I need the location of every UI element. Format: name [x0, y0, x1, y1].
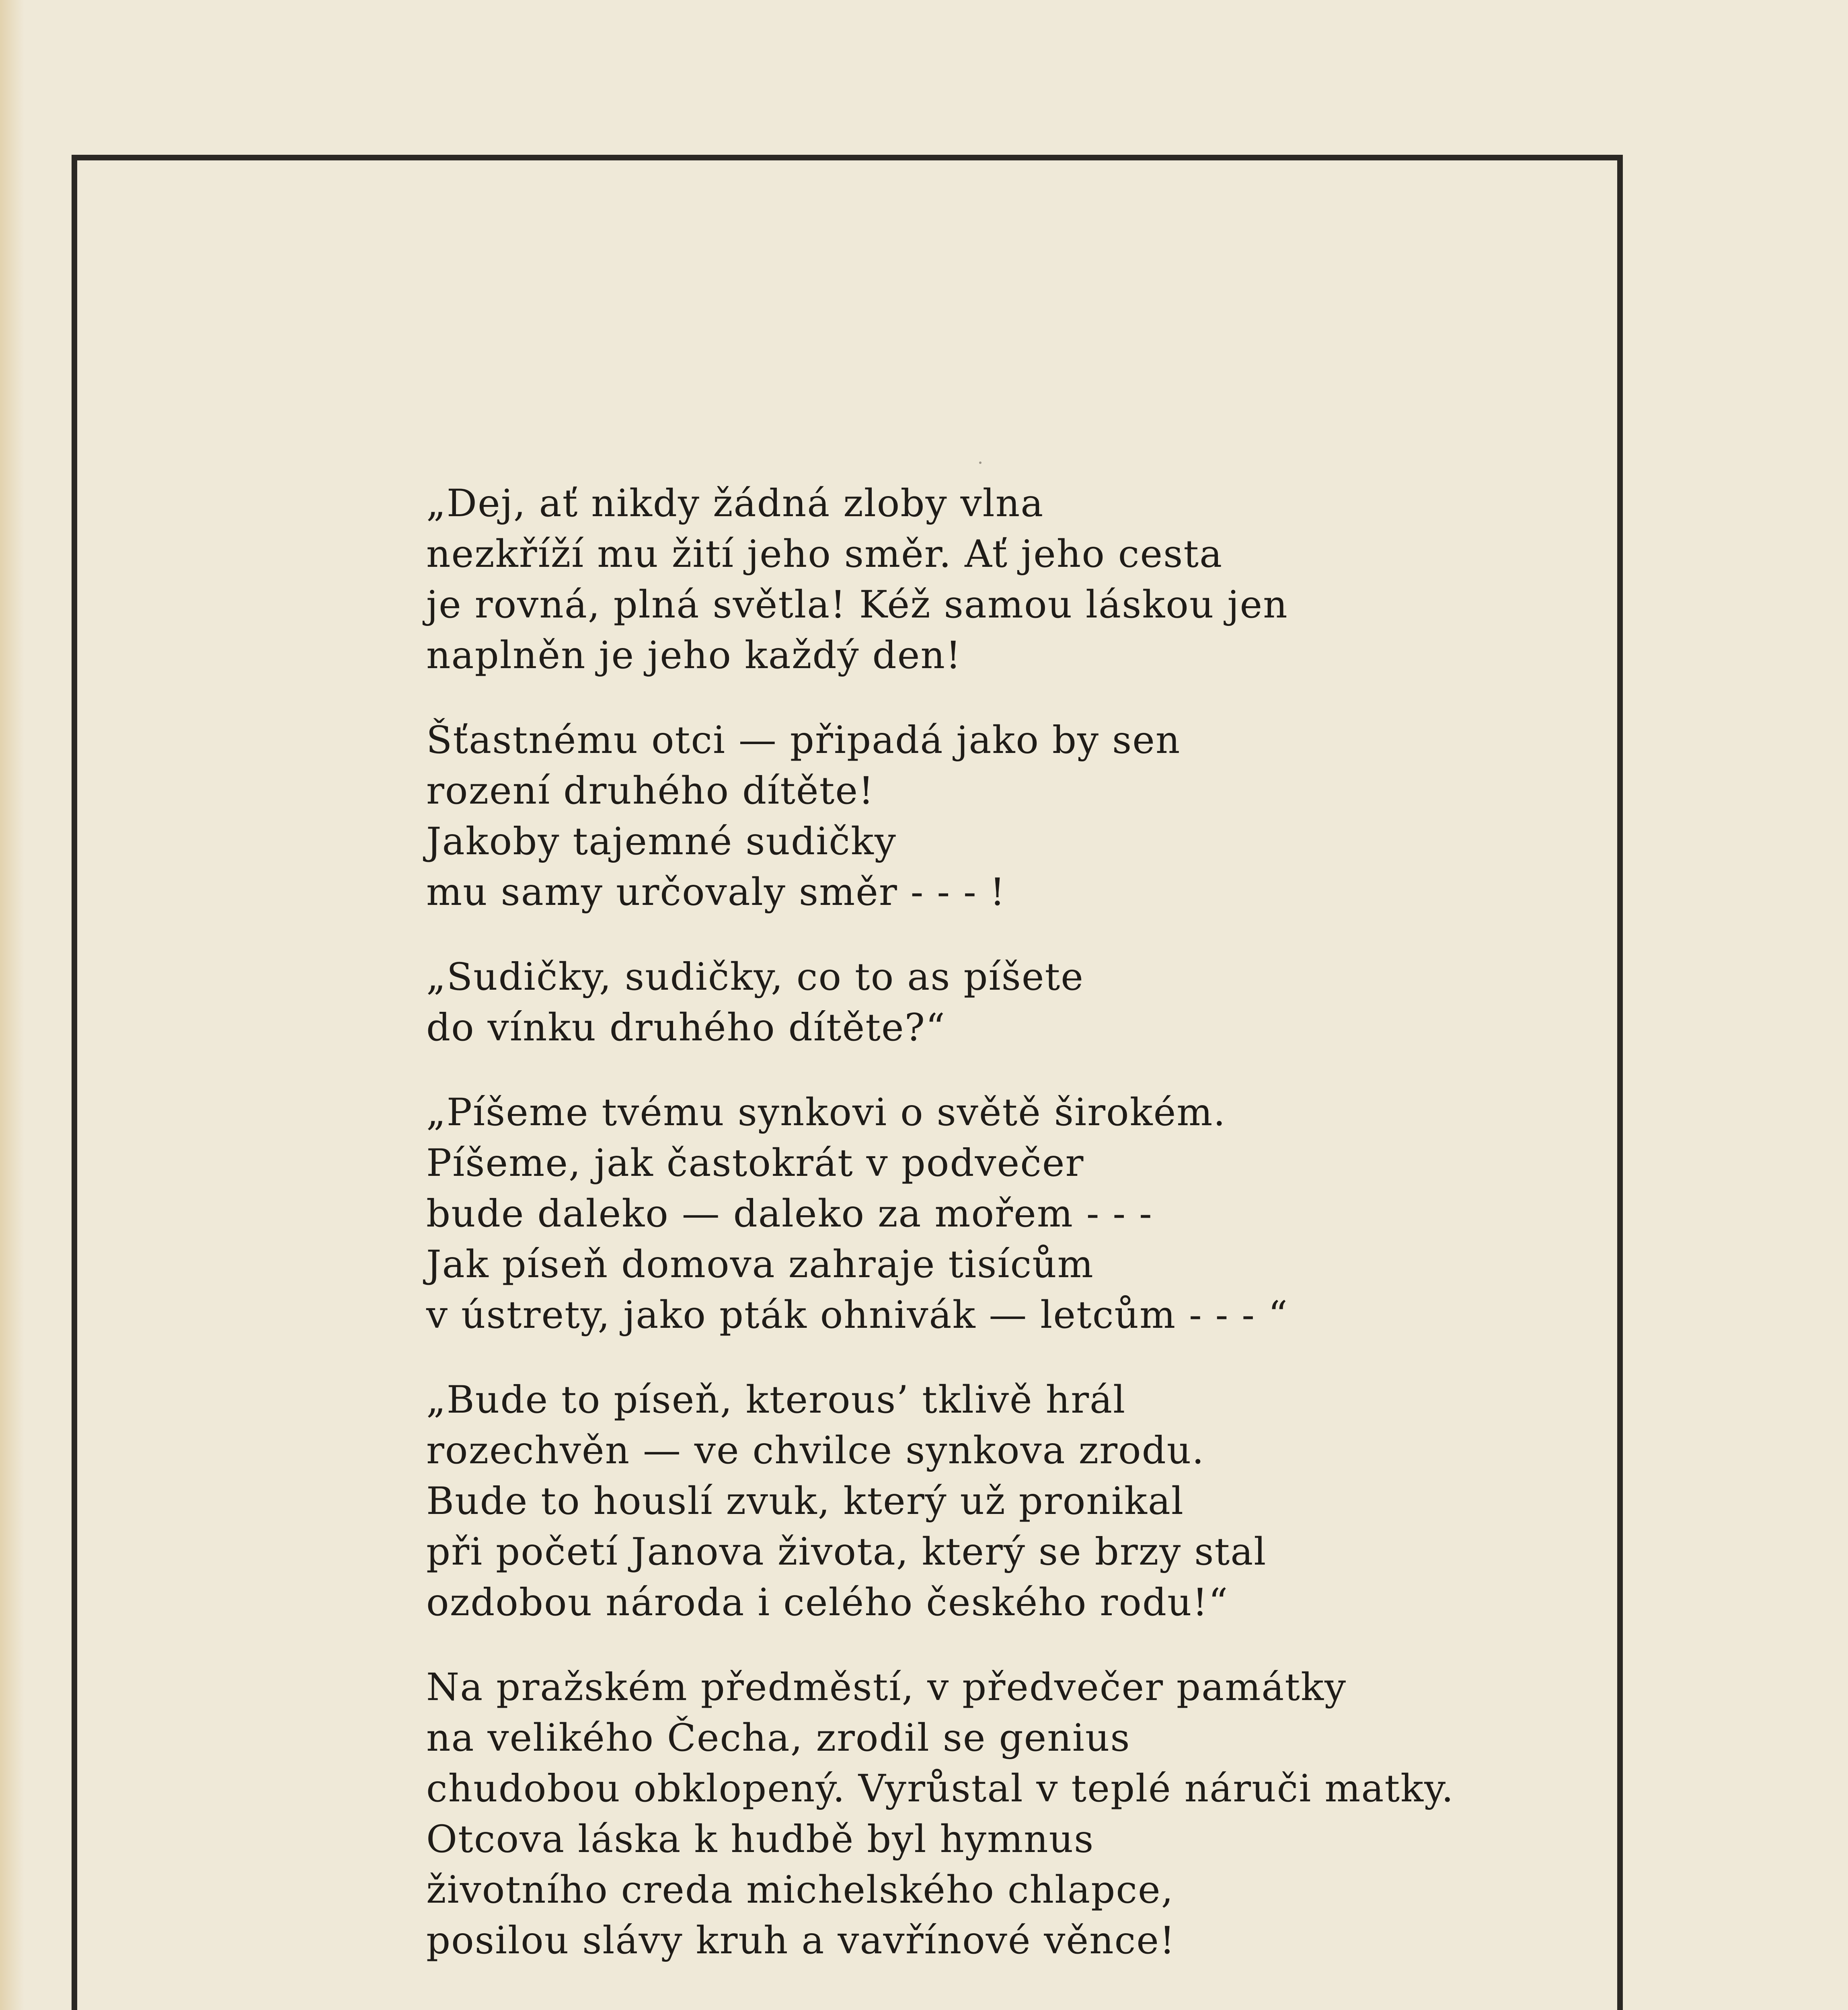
poem-line: posilou slávy kruh a vavřínové věnce! [426, 1919, 1176, 1963]
stanza-5 [426, 1375, 1431, 1628]
poem-line: Bude to houslí zvuk, který už pronikal [426, 1479, 1184, 1523]
poem-line: v ústrety, jako pták ohnivák — letcům - - - “ [426, 1293, 1288, 1337]
poem-line: chudobou obklopený. Vyrůstal v teplé náruči matky. [426, 1767, 1454, 1811]
paper-edge [0, 0, 24, 2010]
poem-line: Šťastnému otci — připadá jako by sen [426, 718, 1181, 762]
poem-line: ozdobou národa i celého českého rodu!“ [426, 1581, 1229, 1624]
poem-line: naplněn je jeho každý den! [426, 634, 962, 677]
poem-line: Jakoby tajemné sudičky [426, 820, 897, 863]
poem-line: při početí Janova života, který se brzy stal [426, 1530, 1267, 1574]
poem-line: „Bude to píseň, kterous’ tklivě hrál [426, 1378, 1126, 1422]
poem-line: rozechvěn — ve chvilce synkova zrodu. [426, 1429, 1205, 1473]
poem-line: „Sudičky, sudičky, co to as píšete [426, 955, 1084, 999]
poem-line: Píšeme, jak častokrát v podvečer [426, 1141, 1084, 1185]
stanza-4 [426, 1087, 1431, 1341]
stanza-1 [426, 478, 1431, 681]
poem-line: životního creda michelského chlapce, [426, 1868, 1174, 1912]
stanza-3 [426, 952, 1431, 1053]
poem-line: je rovná, plná světla! Kéž samou láskou jen [426, 583, 1288, 627]
poem-line: Jak píseň domova zahraje tisícům [426, 1243, 1094, 1286]
stanza-2 [426, 715, 1431, 918]
poem-line: „Dej, ať nikdy žádná zloby vlna [426, 482, 1044, 525]
stanza-6 [426, 1662, 1454, 1966]
poem-line: mu samy určovaly směr - - - ! [426, 870, 1006, 914]
poem-line: bude daleko — daleko za mořem - - - [426, 1192, 1153, 1236]
poem-line: „Píšeme tvému synkovi o světě širokém. [426, 1091, 1226, 1134]
poem [426, 478, 1454, 2000]
poem-line: do vínku druhého dítěte?“ [426, 1006, 946, 1050]
poem-line: nezkříží mu žití jeho směr. Ať jeho cesta [426, 532, 1223, 576]
poem-line: Na pražském předměstí, v předvečer památky [426, 1665, 1347, 1709]
poem-line: na velikého Čecha, zrodil se genius [426, 1716, 1131, 1760]
poem-line: Otcova láska k hudbě byl hymnus [426, 1817, 1094, 1861]
poem-line: rození druhého dítěte! [426, 769, 875, 813]
ink-speck [979, 461, 981, 464]
